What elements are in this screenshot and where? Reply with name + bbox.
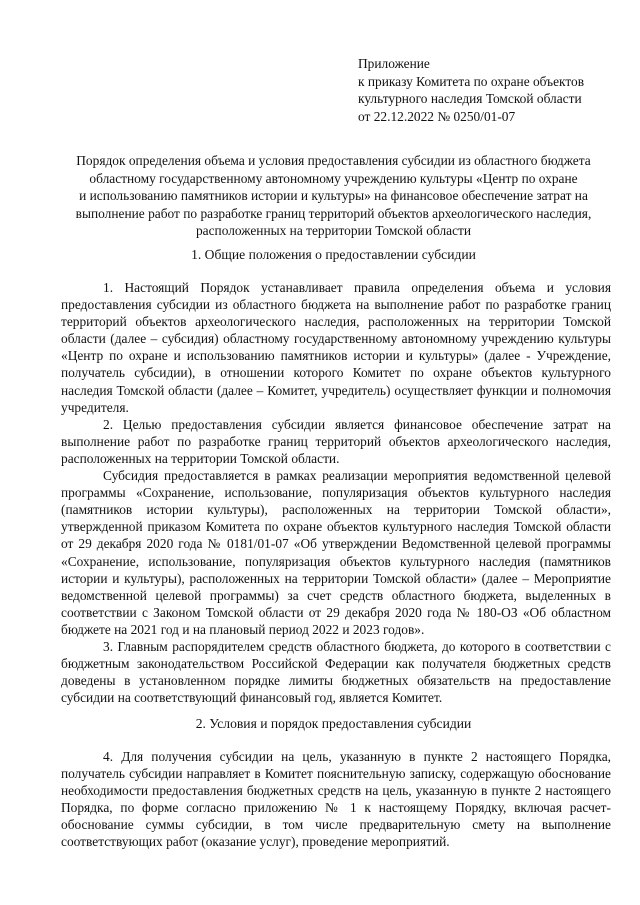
appendix-line-2: к приказу Комитета по охране объектов (358, 73, 585, 89)
paragraph-3: Субсидия предоставляется в рамках реализации мероприятия ведомственной целевой программы «Сохранение, использование, популяризация объектов культурного наследия (памятников истории культуры), расположенных на территории Томской области», утвержденной приказом Комитета по охране объектов культурного наследия Томской области от 29 декабря 2020 года № 0181/01-07 «Об утверждении Ведомственной целевой программы «Сохранение, использование, популяризация объектов культурного наследия (памятников истории и культуры), расположенных на территории Томской области» (далее – Мероприятие ведомственной целевой программы) за счет средств областного бюджета, выделенных в соответствии с Законом Томской области от 29 декабря 2020 года № 180-ОЗ «Об областном бюджете на 2021 год и на плановый период 2022 и 2023 годов». (61, 468, 611, 637)
title-line-1: Порядок определения объема и условия предоставления субсидии из областного бюджета (76, 153, 591, 168)
appendix-block (358, 55, 628, 125)
appendix-line-3: культурного наследия Томской области (358, 91, 582, 106)
section-1-body (61, 279, 611, 706)
section-2-body (61, 748, 611, 851)
appendix-line-4: от 22.12.2022 № 0250/01-07 (358, 108, 516, 124)
appendix-line-1: Приложение (358, 56, 430, 71)
section-1-heading: 1. Общие положения о предоставлении субсидии (191, 247, 476, 262)
paragraph-5: 4. Для получения субсидии на цель, указанную в пункте 2 настоящего Порядка, получатель субсидии направляет в Комитет пояснительную записку, содержащую обоснование необходимости предоставления бюджетных средств на цель, указанную в пункте 2 настоящего Порядка, по форме согласно приложению № 1 к настоящему Порядку, включая расчет-обоснование суммы субсидии, в том числе предварительную смету на выполнение соответствующих работ (оказание услуг), проведение мероприятий. (61, 749, 611, 850)
title-line-2: областному государственному автономному учреждению культуры «Центр по охране (89, 170, 578, 186)
paragraph-2: 2. Целью предоставления субсидии является финансовое обеспечение затрат на выполнение работ по разработке границ территорий объектов археологического наследия, расположенных на территории Томской области. (61, 416, 611, 466)
title-line-3: и использованию памятников истории и культуры» на финансовое обеспечение затрат на (79, 188, 588, 204)
paragraph-4: 3. Главным распорядителем средств областного бюджета, до которого в соответствии с бюджетным законодательством Российской Федерации как получателя бюджетных средств доведены в установленном порядке лимиты бюджетных обязательств на предоставление субсидии на соответствующий финансовый год, является Комитет. (61, 638, 611, 706)
document-title (56, 152, 611, 240)
title-line-4: выполнение работ по разработке границ территорий объектов археологического наследия, (75, 205, 592, 221)
title-line-5: расположенных на территории Томской области (195, 223, 472, 239)
paragraph-1: 1. Настоящий Порядок устанавливает правила определения объема и условия предоставления субсидии из областного бюджета на выполнение работ по разработке границ территорий объектов археологического наследия, расположенных на территории Томской области (далее – субсидия) областному государственному автономному учреждению культуры «Центр по охране и использованию памятников истории и культуры» (далее - Учреждение, получатель субсидии), в отношении которого Комитет по охране объектов культурного наследия Томской области (далее – Комитет, учредитель) осуществляет функции и полномочия учредителя. (61, 280, 611, 415)
section-2-heading: 2. Условия и порядок предоставления субсидии (195, 716, 472, 731)
